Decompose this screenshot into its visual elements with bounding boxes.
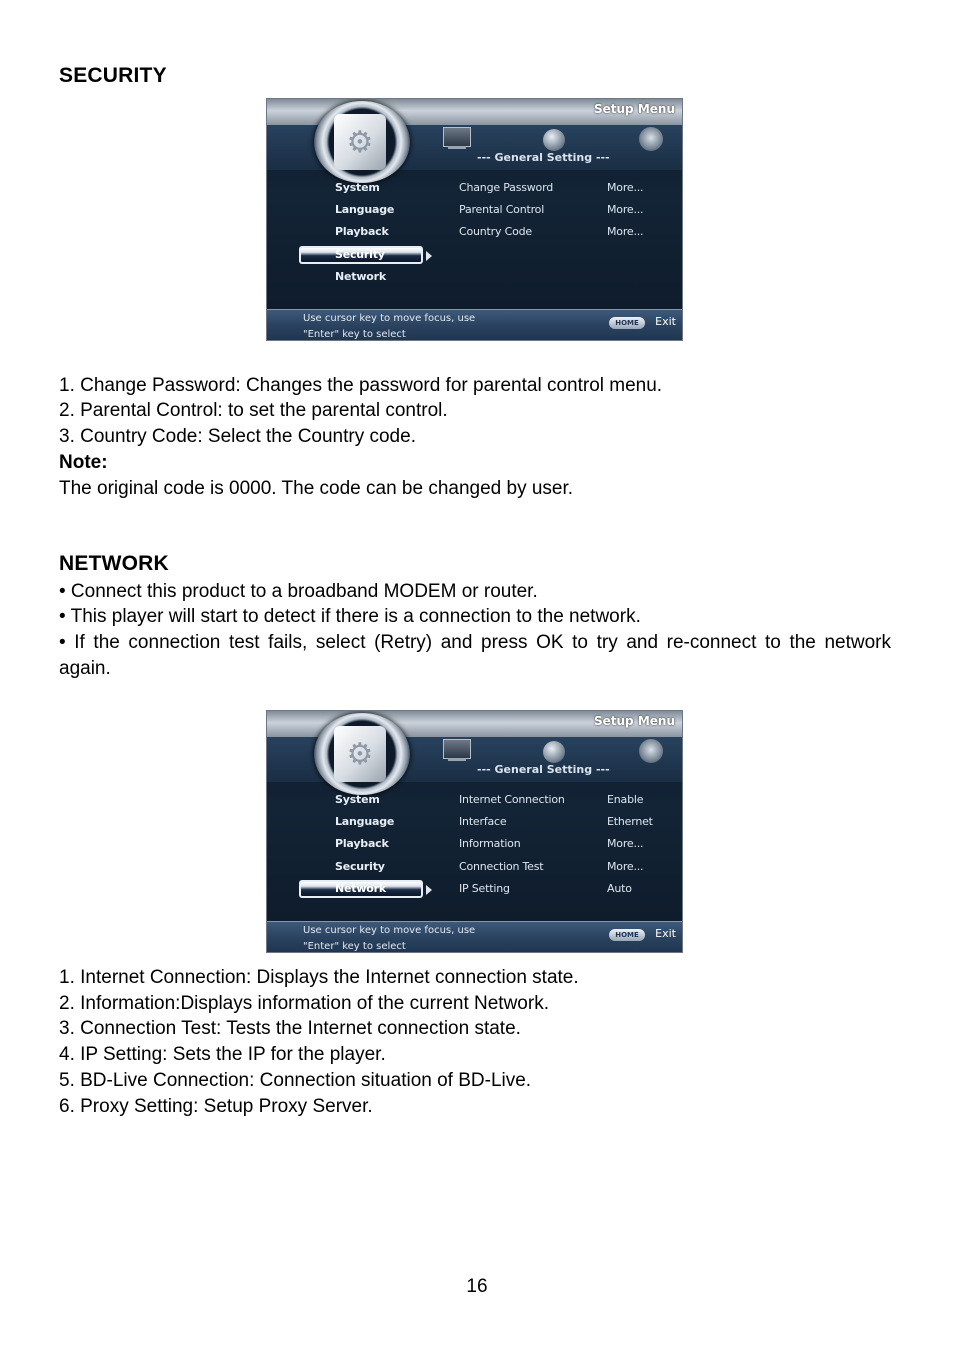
setting-label-ip-setting[interactable]: IP Setting bbox=[459, 882, 510, 895]
menu-item-security[interactable]: Security bbox=[335, 860, 385, 873]
arrow-right-icon bbox=[426, 251, 432, 261]
network-item-6: 6. Proxy Setting: Setup Proxy Server. bbox=[59, 1096, 373, 1117]
setting-label-country-code[interactable]: Country Code bbox=[459, 225, 532, 238]
security-item-1: 1. Change Password: Changes the password for parental control menu. bbox=[59, 375, 663, 396]
note-text: The original code is 0000. The code can be changed by user. bbox=[59, 478, 574, 499]
globe-icon bbox=[543, 129, 565, 151]
setting-label-connection-test[interactable]: Connection Test bbox=[459, 860, 544, 873]
exit-label[interactable]: Exit bbox=[655, 315, 676, 328]
monitor-icon bbox=[443, 739, 471, 759]
security-item-2: 2. Parental Control: to set the parental control. bbox=[59, 400, 448, 421]
menu-item-network[interactable]: Network bbox=[335, 882, 386, 895]
gear-icon: ⚙ bbox=[334, 114, 386, 170]
dial-icon bbox=[639, 739, 663, 763]
help-text bbox=[303, 923, 475, 953]
screen-help-bar bbox=[267, 309, 682, 340]
dial-icon bbox=[639, 127, 663, 151]
menu-item-language[interactable]: Language bbox=[335, 203, 395, 216]
exit-label[interactable]: Exit bbox=[655, 927, 676, 940]
setting-label-interface[interactable]: Interface bbox=[459, 815, 507, 828]
network-bullet-1: • Connect this product to a broadband MODEM or router. bbox=[59, 581, 538, 602]
help-line-2: "Enter" key to select bbox=[303, 329, 406, 340]
setting-value[interactable]: More... bbox=[607, 860, 644, 873]
screen-help-bar bbox=[267, 921, 682, 952]
network-item-3: 3. Connection Test: Tests the Internet connection state. bbox=[59, 1018, 521, 1039]
network-item-4: 4. IP Setting: Sets the IP for the player. bbox=[59, 1044, 386, 1065]
setting-label-information[interactable]: Information bbox=[459, 837, 521, 850]
security-heading: SECURITY bbox=[59, 64, 167, 87]
help-line-1: Use cursor key to move focus, use bbox=[303, 925, 476, 936]
network-bullet-2: • This player will start to detect if there is a connection to the network. bbox=[59, 606, 641, 627]
setting-value[interactable]: Auto bbox=[607, 882, 632, 895]
setting-value[interactable]: More... bbox=[607, 225, 644, 238]
security-item-3: 3. Country Code: Select the Country code. bbox=[59, 426, 416, 447]
security-menu-screenshot bbox=[266, 98, 683, 341]
setting-value[interactable]: Ethernet bbox=[607, 815, 653, 828]
setting-value[interactable]: More... bbox=[607, 181, 644, 194]
monitor-stand-icon bbox=[448, 146, 466, 149]
menu-item-system[interactable]: System bbox=[335, 793, 380, 806]
screen-title: Setup Menu bbox=[594, 102, 675, 116]
section-label: --- General Setting --- bbox=[477, 151, 610, 164]
setting-label-internet-connection[interactable]: Internet Connection bbox=[459, 793, 565, 806]
network-menu-screenshot bbox=[266, 710, 683, 953]
note-label: Note: bbox=[59, 452, 108, 473]
setting-value[interactable]: More... bbox=[607, 837, 644, 850]
monitor-stand-icon bbox=[448, 758, 466, 761]
setting-label-change-password[interactable]: Change Password bbox=[459, 181, 553, 194]
help-line-2: "Enter" key to select bbox=[303, 941, 406, 952]
network-bullet-3: • If the connection test fails, select (Retry) and press OK to try and re-connect to the network again. bbox=[59, 632, 891, 679]
globe-icon bbox=[543, 741, 565, 763]
menu-item-system[interactable]: System bbox=[335, 181, 380, 194]
arrow-right-icon bbox=[426, 885, 432, 895]
screen-title: Setup Menu bbox=[594, 714, 675, 728]
help-line-1: Use cursor key to move focus, use bbox=[303, 313, 476, 324]
home-key-icon[interactable]: HOME bbox=[609, 317, 645, 329]
menu-item-security[interactable]: Security bbox=[335, 248, 385, 261]
network-item-5: 5. BD-Live Connection: Connection situation of BD-Live. bbox=[59, 1070, 532, 1091]
menu-item-playback[interactable]: Playback bbox=[335, 837, 389, 850]
menu-item-playback[interactable]: Playback bbox=[335, 225, 389, 238]
menu-item-language[interactable]: Language bbox=[335, 815, 395, 828]
setting-label-parental-control[interactable]: Parental Control bbox=[459, 203, 545, 216]
section-label: --- General Setting --- bbox=[477, 763, 610, 776]
setting-value[interactable]: More... bbox=[607, 203, 644, 216]
menu-item-network[interactable]: Network bbox=[335, 270, 386, 283]
network-heading: NETWORK bbox=[59, 552, 169, 575]
gear-icon: ⚙ bbox=[334, 726, 386, 782]
page-number: 16 bbox=[466, 1276, 488, 1297]
help-text bbox=[303, 311, 475, 341]
home-key-icon[interactable]: HOME bbox=[609, 929, 645, 941]
monitor-icon bbox=[443, 127, 471, 147]
network-item-2: 2. Information:Displays information of the current Network. bbox=[59, 993, 549, 1014]
network-item-1: 1. Internet Connection: Displays the Internet connection state. bbox=[59, 967, 579, 988]
setting-value[interactable]: Enable bbox=[607, 793, 644, 806]
